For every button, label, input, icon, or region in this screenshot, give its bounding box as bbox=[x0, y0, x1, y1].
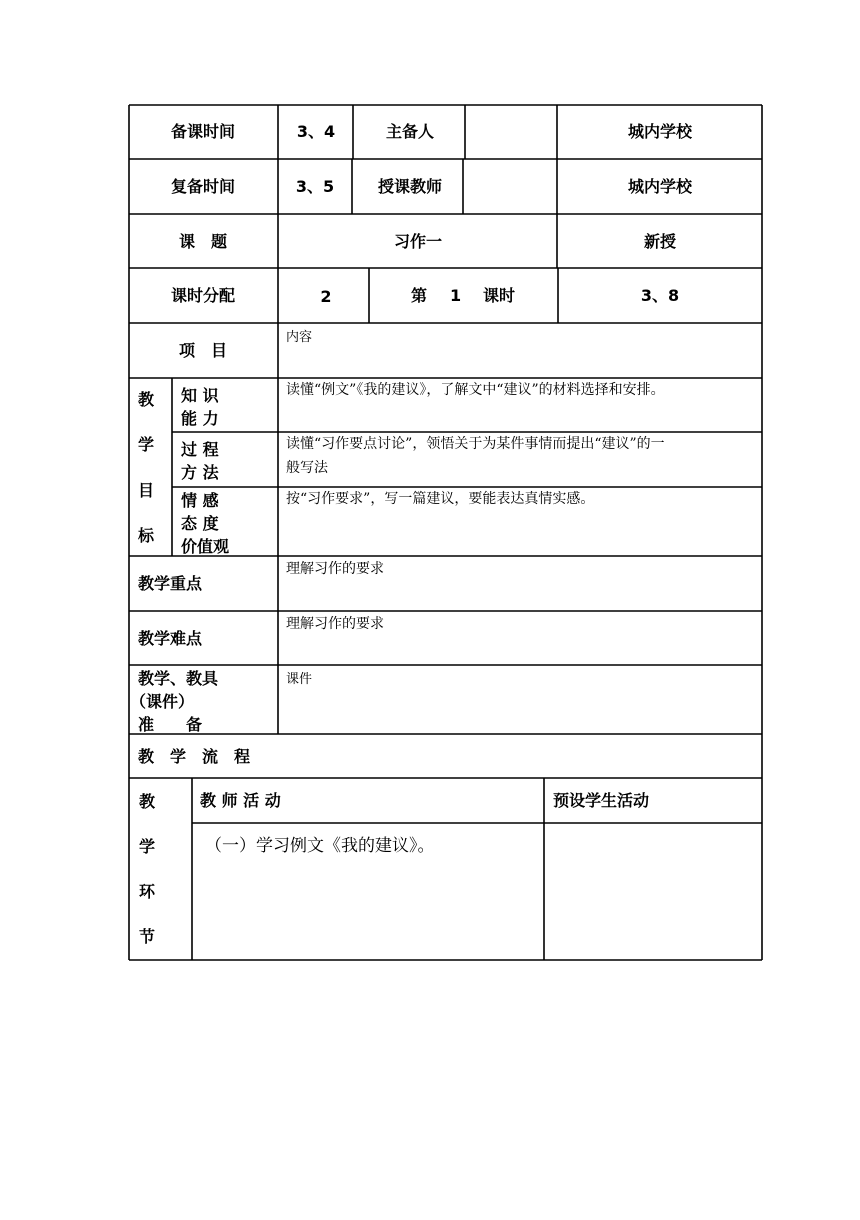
review-school: 城内学校 bbox=[627, 177, 693, 196]
session-number: 1 bbox=[450, 286, 462, 305]
content-label: 内容 bbox=[286, 330, 313, 345]
prep-time-value: 3、4 bbox=[296, 122, 336, 141]
item-label: 项 目 bbox=[178, 341, 228, 360]
emotion-label-line1: 情 感 bbox=[181, 491, 219, 510]
key-point-text: 理解习作的要求 bbox=[286, 561, 384, 577]
prep-time-label: 备课时间 bbox=[170, 122, 236, 141]
prep-school: 城内学校 bbox=[627, 122, 693, 141]
topic-label: 课 题 bbox=[178, 232, 228, 251]
key-point-label: 教学重点 bbox=[138, 574, 203, 593]
tools-text: 课件 bbox=[286, 672, 313, 687]
process-text-line1: 读懂“习作要点讨论”，领悟关于为某件事情而提出“建议”的一 bbox=[286, 436, 665, 452]
student-activity-header: 预设学生活动 bbox=[553, 791, 650, 810]
objectives-side-char-3: 目 bbox=[138, 481, 155, 500]
knowledge-label-line1: 知 识 bbox=[181, 386, 219, 405]
tools-label-line2: （课件） bbox=[130, 692, 195, 711]
emotion-label-line3: 价值观 bbox=[181, 537, 230, 556]
review-time-value: 3、5 bbox=[295, 177, 335, 196]
tools-label-line3: 准 备 bbox=[138, 715, 203, 734]
teacher-activity-content: （一）学习例文《我的建议》。 bbox=[205, 836, 435, 856]
lead-preparer-label: 主备人 bbox=[385, 122, 435, 141]
session-di: 第 bbox=[411, 286, 428, 305]
process-label-line1: 过 程 bbox=[181, 440, 219, 459]
flow-label: 教 学 流 程 bbox=[138, 747, 251, 766]
process-label-line2: 方 法 bbox=[181, 463, 219, 482]
difficulty-label: 教学难点 bbox=[138, 629, 203, 648]
steps-side-char-3: 环 bbox=[139, 882, 156, 901]
objectives-side-char-2: 学 bbox=[138, 435, 155, 454]
objectives-side-char-4: 标 bbox=[138, 526, 155, 545]
session-unit: 课时 bbox=[483, 286, 516, 305]
teacher-activity-header: 教 师 活 动 bbox=[200, 791, 281, 810]
session-date: 3、8 bbox=[640, 286, 680, 305]
steps-side-char-2: 学 bbox=[139, 837, 156, 856]
tools-label-line1: 教学、教具 bbox=[138, 669, 219, 688]
lesson-type: 新授 bbox=[643, 232, 677, 251]
emotion-text: 按“习作要求”，写一篇建议，要能表达真情实感。 bbox=[286, 491, 595, 507]
knowledge-label-line2: 能 力 bbox=[181, 409, 219, 428]
emotion-label-line2: 态 度 bbox=[181, 514, 219, 533]
review-time-label: 复备时间 bbox=[170, 177, 236, 196]
objectives-side-char-1: 教 bbox=[138, 390, 155, 409]
hours-label: 课时分配 bbox=[170, 286, 236, 305]
topic-title: 习作一 bbox=[393, 232, 443, 251]
steps-side-char-4: 节 bbox=[139, 927, 156, 946]
process-text-line2: 般写法 bbox=[286, 460, 328, 476]
difficulty-text: 理解习作的要求 bbox=[286, 616, 384, 632]
teacher-label: 授课教师 bbox=[377, 177, 443, 196]
knowledge-text: 读懂“例文”《我的建议》，了解文中“建议”的材料选择和安排。 bbox=[286, 382, 665, 398]
steps-side-char-1: 教 bbox=[139, 792, 156, 811]
hours-count: 2 bbox=[320, 287, 332, 306]
